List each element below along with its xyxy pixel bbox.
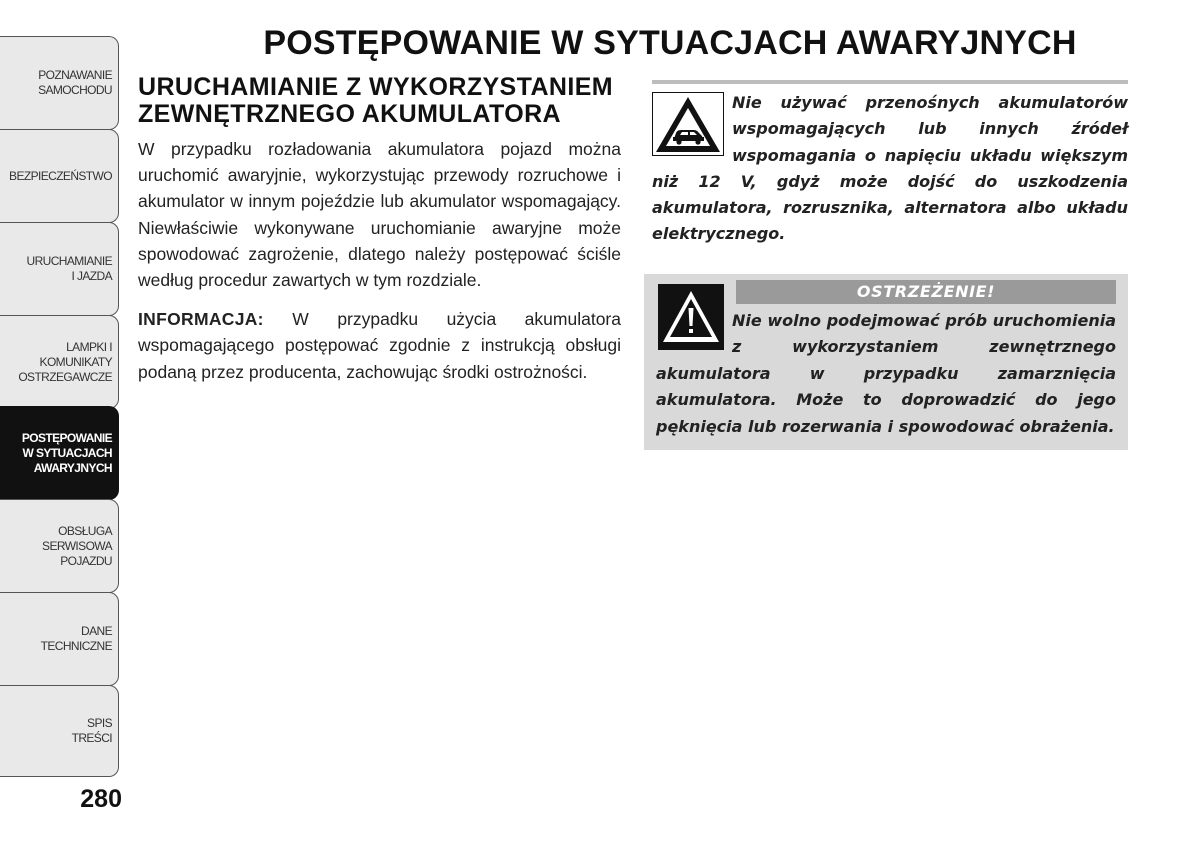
info-label: INFORMACJA:	[138, 309, 264, 330]
warning-triangle-icon	[658, 284, 724, 350]
sidebar-tab-dane-techniczne[interactable]: DANE TECHNICZNE	[0, 592, 119, 686]
page-title: POSTĘPOWANIE W SYTUACJACH AWARYJNYCH	[263, 24, 1077, 62]
main-column	[138, 74, 621, 385]
sidebar-tab-bezpieczenstwo[interactable]: BEZPIECZEŃSTWO	[0, 129, 119, 223]
sidebar-tab-poznawanie-samochodu[interactable]: POZNAWANIE SAMOCHODU	[0, 36, 119, 130]
sidebar-tab-uruchamianie-i-jazda[interactable]: URUCHAMIANIE I JAZDA	[0, 222, 119, 316]
sidebar-tab-spis-tresci[interactable]: SPIS TREŚCI	[0, 685, 119, 777]
warning-text: Nie wolno podejmować prób uruchomienia z wykorzystaniem zewnętrznego akumulatora w przypadku zamarznięcia akumulatora. Może to doprowadzić do jego pęknięcia lub rozerwania i spowodować obrażenia.	[656, 310, 1116, 436]
car-caution-triangle-icon	[652, 92, 724, 156]
info-text: W przypadku użycia akumulatora wspomagającego postępować zgodnie z instrukcją obsługi podaną przez producenta, zachowując środki ostrożności.	[138, 309, 621, 382]
sidebar-tab-obsluga-serwisowa[interactable]: OBSŁUGA SERWISOWA POJAZDU	[0, 499, 119, 593]
caution-note	[652, 90, 1128, 248]
warning-box	[644, 274, 1128, 451]
section-heading: URUCHAMIANIE Z WYKORZYSTANIEM ZEWNĘTRZNEGO AKUMULATORA	[138, 73, 614, 128]
intro-paragraph: W przypadku rozładowania akumulatora pojazd można uruchomić awaryjnie, wykorzystując przewody rozruchowe i akumulator w innym pojeździe lub akumulator wspomagający. Niewłaściwie wykonywane uruchomianie awaryjne może spowodować zagrożenie, dlatego należy postępować ściśle według procedur zawartych w tym rozdziale.	[138, 139, 621, 291]
caution-divider	[652, 80, 1128, 84]
sidebar-tab-postepowanie-active[interactable]: POSTĘPOWANIE W SYTUACJACH AWARYJNYCH	[0, 406, 119, 500]
caution-text: Nie używać przenośnych akumulatorów wspomagających lub innych źródeł wspomagania o napięciu układu większym niż 12 V, gdyż może dojść do uszkodzenia akumulatora, rozrusznika, alternatora albo układu elektrycznego.	[652, 93, 1128, 244]
info-paragraph	[138, 306, 621, 385]
sidebar-tab-lampki-i-komunikaty[interactable]: LAMPKI I KOMUNIKATY OSTRZEGAWCZE	[0, 315, 119, 409]
notes-column	[652, 80, 1128, 450]
warning-label: OSTRZEŻENIE!	[736, 280, 1116, 304]
page-number: 280	[80, 785, 122, 813]
